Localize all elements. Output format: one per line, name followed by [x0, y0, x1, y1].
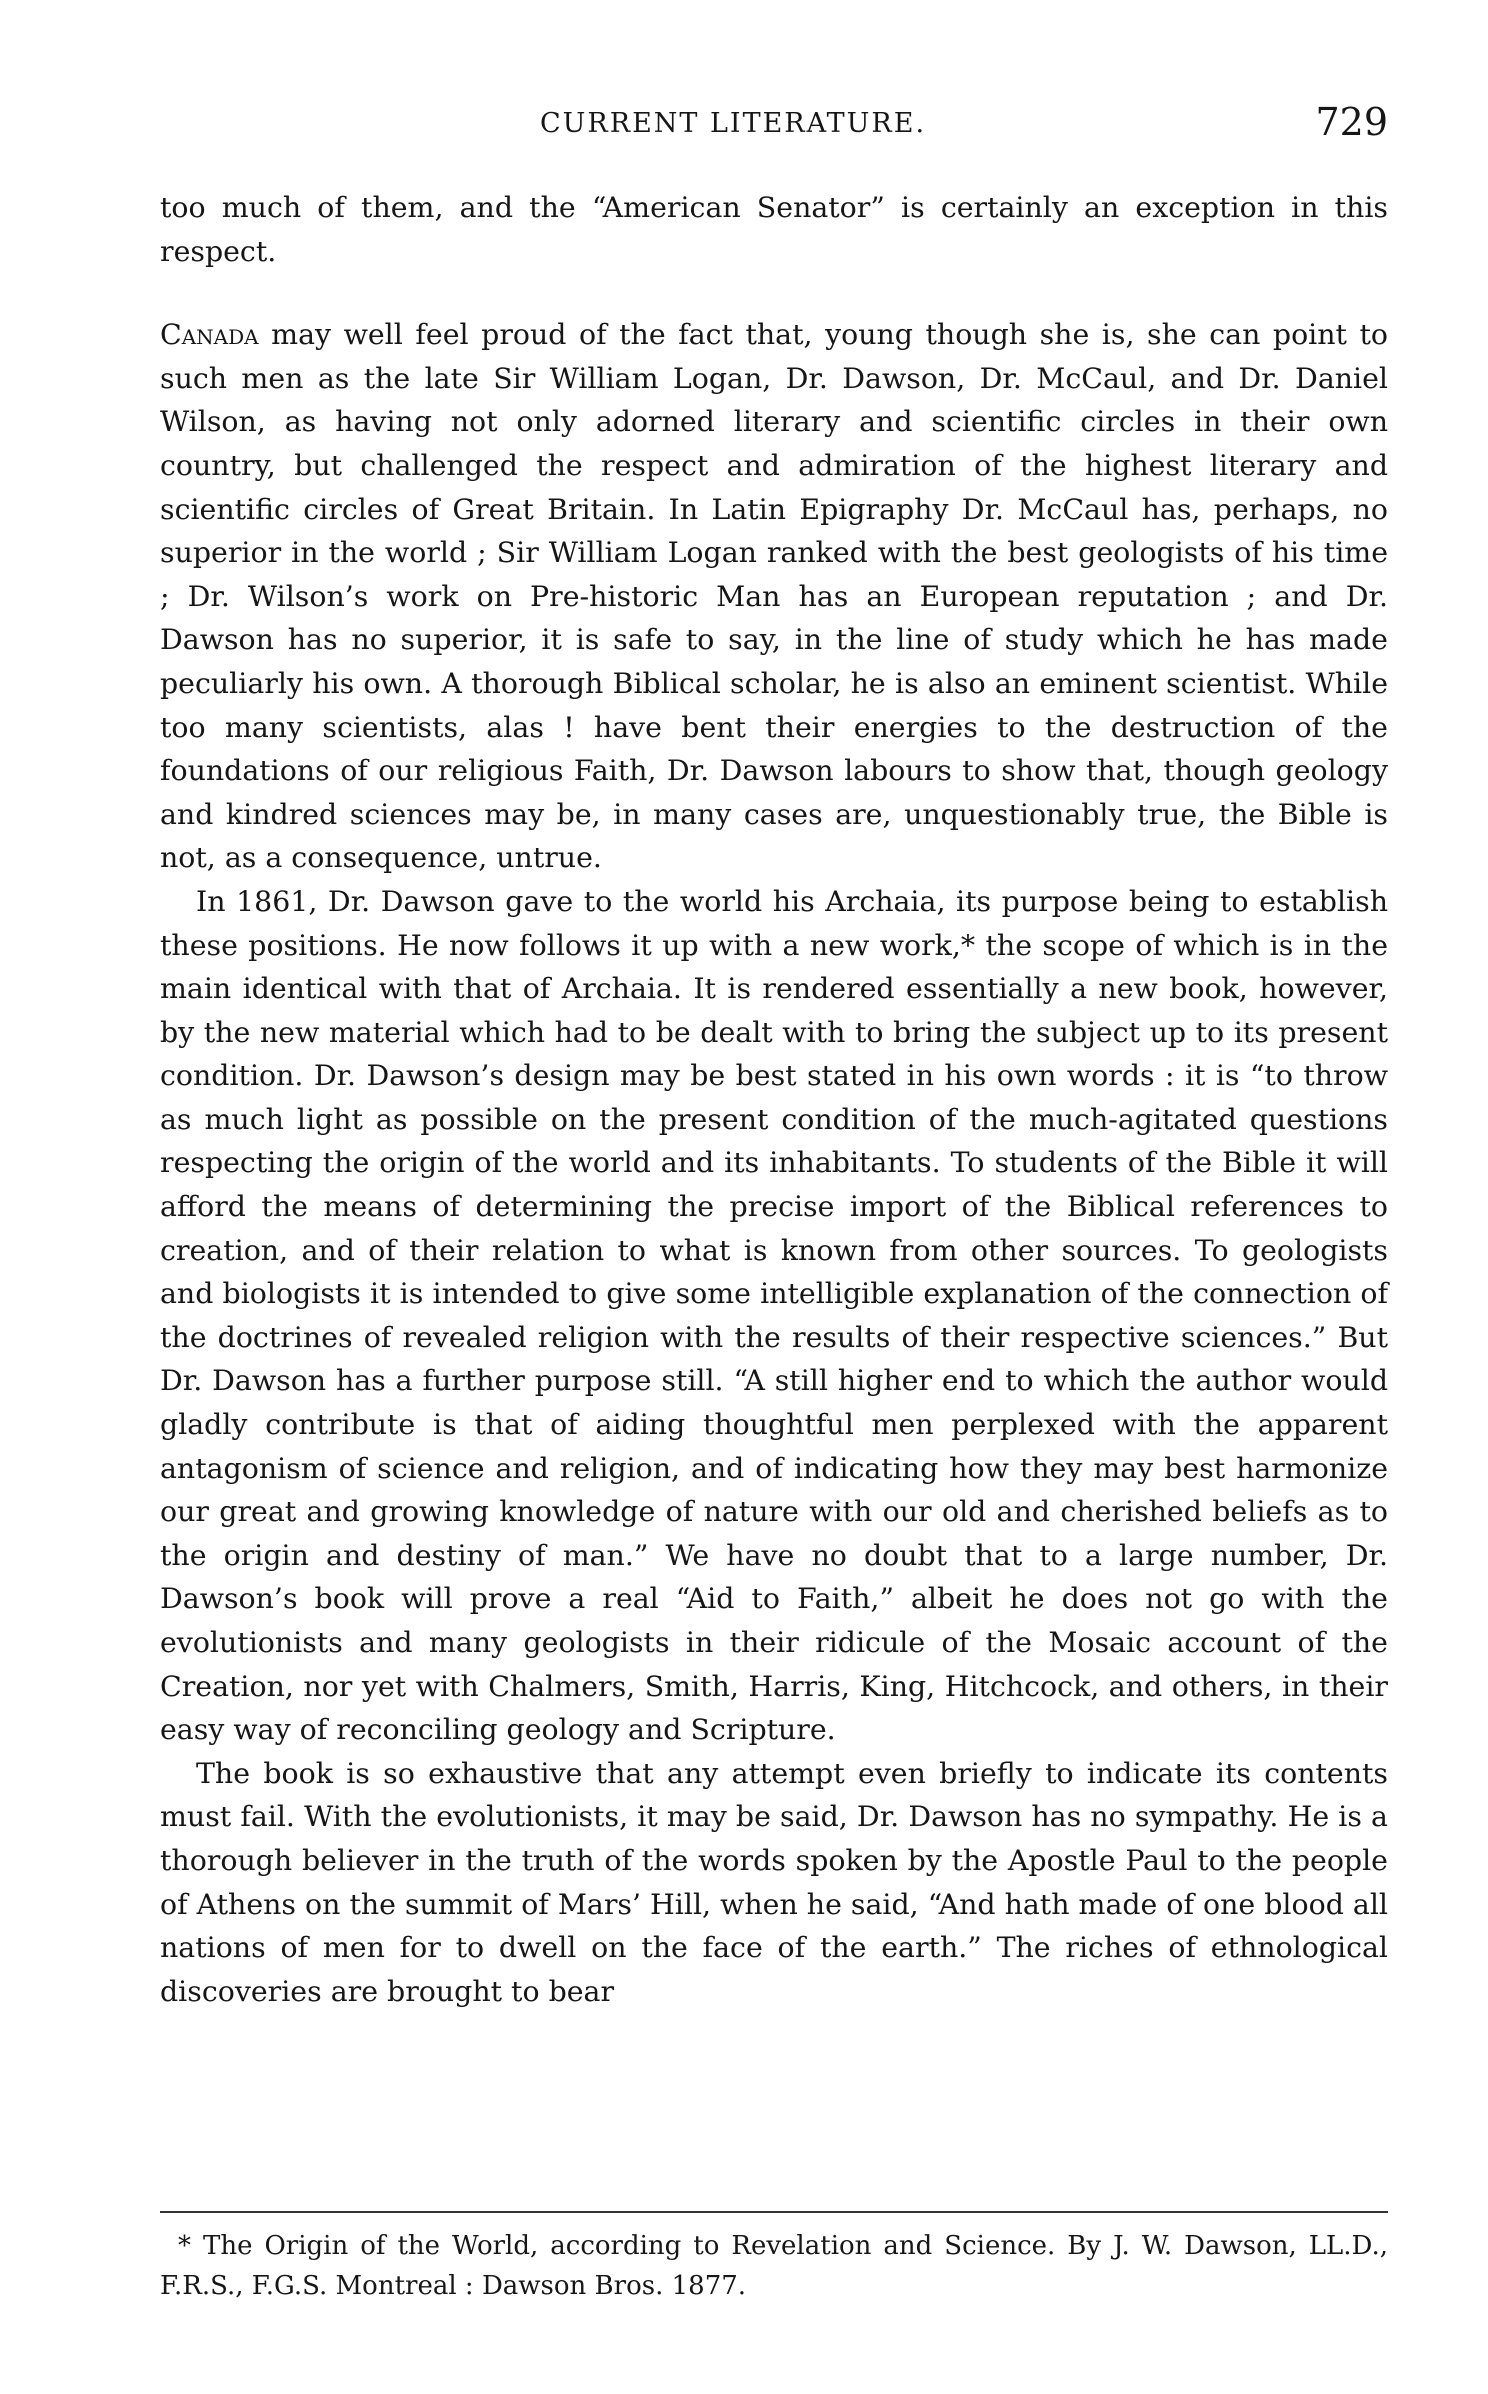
paragraph-2-text: may well feel proud of the fact that, young though she is, she can point to such men as the late Sir William Logan, Dr. Dawson, Dr. McCaul, and Dr. Daniel Wilson, as having not only adorned literary and scientific circles in their own country, but challenged the respect and admiration of the highest literary and scientific circles of Great Britain. In Latin Epigraphy Dr. McCaul has, perhaps, no superior in the world ; Sir William Logan ranked with the best geologists of his time ; Dr. Wilson’s work on Pre-historic Man has an European reputation ; and Dr. Dawson has no superior, it is safe to say, in the line of study which he has made peculiarly his own. A thorough Biblical scholar, he is also an eminent scientist. While too many scientists, alas ! have bent their energies to the destruction of the foundations of our religious Faith, Dr. Dawson labours to show that, though geology and kindred sciences may be, in many cases are, unquestionably true, the Bible is not, as a consequence, untrue. — [160, 318, 1388, 875]
paragraph-3: In 1861, Dr. Dawson gave to the world his Archaia, its purpose being to establish these positions. He now follows it up with a new work,* the scope of which is in the main identical with that of Archaia. It is rendered essentially a new book, however, by the new material which had to be dealt with to bring the subject up to its present condition. Dr. Dawson’s design may be best stated in his own words : it is “to throw as much light as possible on the present condition of the much-agitated questions respecting the origin of the world and its inhabitants. To students of the Bible it will afford the means of determining the precise import of the Biblical references to creation, and of their relation to what is known from other sources. To geologists and biologists it is intended to give some intelligible explanation of the connection of the doctrines of revealed religion with the results of their respective sciences.” But Dr. Dawson has a further purpose still. “A still higher end to which the author would gladly contribute is that of aiding thoughtful men perplexed with the apparent antagonism of science and religion, and of indicating how they may best harmonize our great and growing knowledge of nature with our old and cherished beliefs as to the origin and destiny of man.” We have no doubt that to a large number, Dr. Dawson’s book will prove a real “Aid to Faith,” albeit he does not go with the evolutionists and many geologists in their ridicule of the Mosaic account of the Creation, nor yet with Chalmers, Smith, Harris, King, Hitchcock, and others, in their easy way of reconciling geology and Scripture. — [160, 884, 1388, 1747]
footnote: * The Origin of the World, according to Revelation and Science. By J. W. Dawson, LL.D., F.R.S., F.G.S. Montreal : Dawson Bros. 1877. — [160, 2231, 1388, 2301]
paragraph-2 — [160, 313, 1388, 880]
paragraph-2-lead-word: Canada — [160, 318, 259, 352]
page-number: 729 — [1315, 100, 1388, 144]
page-header — [160, 100, 1388, 148]
paragraph-1: too much of them, and the “American Senator” is certainly an exception in this respect. — [160, 191, 1388, 268]
paragraph-4: The book is so exhaustive that any attempt even briefly to indicate its contents must fail. With the evolutionists, it may be said, Dr. Dawson has no sympathy. He is a thorough believer in the truth of the words spoken by the Apostle Paul to the people of Athens on the summit of Mars’ Hill, when he said, “And hath made of one blood all nations of men for to dwell on the face of the earth.” The riches of ethnological discoveries are brought to bear — [160, 1756, 1388, 2008]
footnote-divider — [160, 2211, 1388, 2213]
running-title: CURRENT LITERATURE. — [540, 108, 927, 139]
body-text — [160, 186, 1388, 2013]
